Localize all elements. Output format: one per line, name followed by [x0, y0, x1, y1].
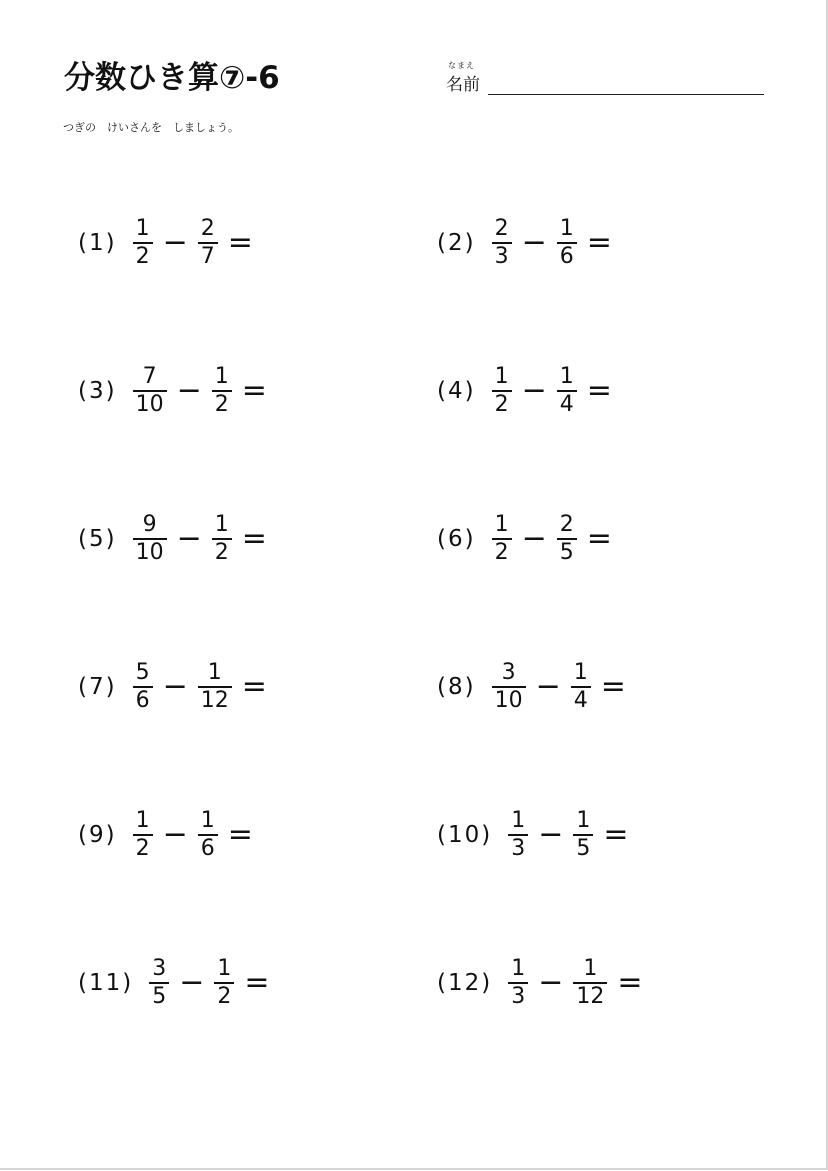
denominator: 3 [494, 244, 509, 269]
instruction-text: つぎの けいさんを しましょう。 [63, 121, 239, 134]
fraction-a [133, 809, 153, 861]
fraction-b [573, 957, 607, 1009]
numerator: 1 [207, 660, 222, 685]
equals-sign: = [227, 817, 253, 852]
fraction-b [557, 217, 577, 269]
minus-sign: − [162, 225, 188, 260]
denominator: 5 [559, 540, 574, 565]
fraction-a [492, 513, 512, 565]
minus-sign: − [162, 817, 188, 852]
minus-sign: − [538, 965, 564, 1000]
fraction-a [133, 365, 167, 417]
numerator: 1 [511, 808, 526, 833]
equals-sign: = [617, 965, 643, 1000]
problem-6 [437, 509, 612, 569]
numerator: 1 [494, 364, 509, 389]
numerator: 1 [576, 808, 591, 833]
minus-sign: − [176, 373, 202, 408]
name-ruby: なまえ [448, 61, 475, 70]
denominator: 12 [576, 984, 605, 1009]
fraction-a [492, 661, 526, 713]
equals-sign: = [241, 373, 267, 408]
numerator: 5 [135, 660, 150, 685]
problem-number: (5) [78, 526, 117, 552]
problem-3 [78, 361, 267, 421]
fraction-a [508, 957, 528, 1009]
denominator: 4 [559, 392, 574, 417]
minus-sign: − [179, 965, 205, 1000]
problem-number: (8) [437, 674, 476, 700]
denominator: 2 [494, 392, 509, 417]
problem-number: (11) [78, 970, 134, 996]
numerator: 1 [583, 956, 598, 981]
fraction-a [149, 957, 169, 1009]
minus-sign: − [176, 521, 202, 556]
numerator: 3 [152, 956, 167, 981]
denominator: 2 [135, 836, 150, 861]
numerator: 3 [501, 660, 516, 685]
numerator: 1 [511, 956, 526, 981]
fraction-a [508, 809, 528, 861]
equals-sign: = [586, 521, 612, 556]
denominator: 5 [152, 984, 167, 1009]
numerator: 1 [214, 512, 229, 537]
fraction-b [557, 513, 577, 565]
problem-number: (1) [78, 230, 117, 256]
equals-sign: = [241, 521, 267, 556]
fraction-a [133, 217, 153, 269]
denominator: 10 [135, 540, 164, 565]
problem-number: (10) [437, 822, 493, 848]
numerator: 9 [142, 512, 157, 537]
numerator: 1 [217, 956, 232, 981]
numerator: 1 [494, 512, 509, 537]
fraction-b [557, 365, 577, 417]
denominator: 12 [200, 688, 229, 713]
problem-9 [78, 805, 253, 865]
denominator: 2 [214, 392, 229, 417]
problem-number: (6) [437, 526, 476, 552]
problem-7 [78, 657, 267, 717]
numerator: 1 [200, 808, 215, 833]
denominator: 7 [200, 244, 215, 269]
equals-sign: = [227, 225, 253, 260]
denominator: 5 [576, 836, 591, 861]
denominator: 2 [494, 540, 509, 565]
denominator: 6 [135, 688, 150, 713]
problem-number: (12) [437, 970, 493, 996]
denominator: 2 [135, 244, 150, 269]
numerator: 1 [559, 364, 574, 389]
fraction-b [214, 957, 234, 1009]
problem-number: (3) [78, 378, 117, 404]
fraction-a [133, 513, 167, 565]
minus-sign: − [535, 669, 561, 704]
denominator: 6 [559, 244, 574, 269]
minus-sign: − [521, 373, 547, 408]
problem-4 [437, 361, 612, 421]
denominator: 10 [494, 688, 523, 713]
fraction-b [571, 661, 591, 713]
numerator: 2 [200, 216, 215, 241]
problem-11 [78, 953, 270, 1013]
fraction-a [492, 217, 512, 269]
denominator: 10 [135, 392, 164, 417]
minus-sign: − [521, 225, 547, 260]
fraction-a [492, 365, 512, 417]
problem-number: (9) [78, 822, 117, 848]
problem-5 [78, 509, 267, 569]
numerator: 1 [135, 216, 150, 241]
equals-sign: = [586, 225, 612, 260]
problem-2 [437, 213, 612, 273]
fraction-b [573, 809, 593, 861]
problem-number: (7) [78, 674, 117, 700]
numerator: 1 [573, 660, 588, 685]
numerator: 1 [214, 364, 229, 389]
fraction-b [198, 661, 232, 713]
name-underline[interactable] [488, 94, 764, 95]
worksheet-title: 分数ひき算⑦-6 [64, 60, 280, 96]
numerator: 2 [494, 216, 509, 241]
equals-sign: = [586, 373, 612, 408]
denominator: 2 [214, 540, 229, 565]
problem-number: (2) [437, 230, 476, 256]
problem-8 [437, 657, 626, 717]
numerator: 1 [135, 808, 150, 833]
fraction-a [133, 661, 153, 713]
numerator: 7 [142, 364, 157, 389]
denominator: 4 [573, 688, 588, 713]
problem-number: (4) [437, 378, 476, 404]
minus-sign: − [521, 521, 547, 556]
numerator: 1 [559, 216, 574, 241]
name-label: 名前 [446, 75, 480, 95]
minus-sign: − [538, 817, 564, 852]
equals-sign: = [600, 669, 626, 704]
denominator: 3 [511, 836, 526, 861]
problem-10 [437, 805, 629, 865]
equals-sign: = [244, 965, 270, 1000]
problem-1 [78, 213, 253, 273]
equals-sign: = [241, 669, 267, 704]
minus-sign: − [162, 669, 188, 704]
fraction-b [212, 513, 232, 565]
denominator: 2 [217, 984, 232, 1009]
fraction-b [212, 365, 232, 417]
problem-12 [437, 953, 643, 1013]
equals-sign: = [603, 817, 629, 852]
numerator: 2 [559, 512, 574, 537]
fraction-b [198, 217, 218, 269]
denominator: 6 [200, 836, 215, 861]
denominator: 3 [511, 984, 526, 1009]
fraction-b [198, 809, 218, 861]
